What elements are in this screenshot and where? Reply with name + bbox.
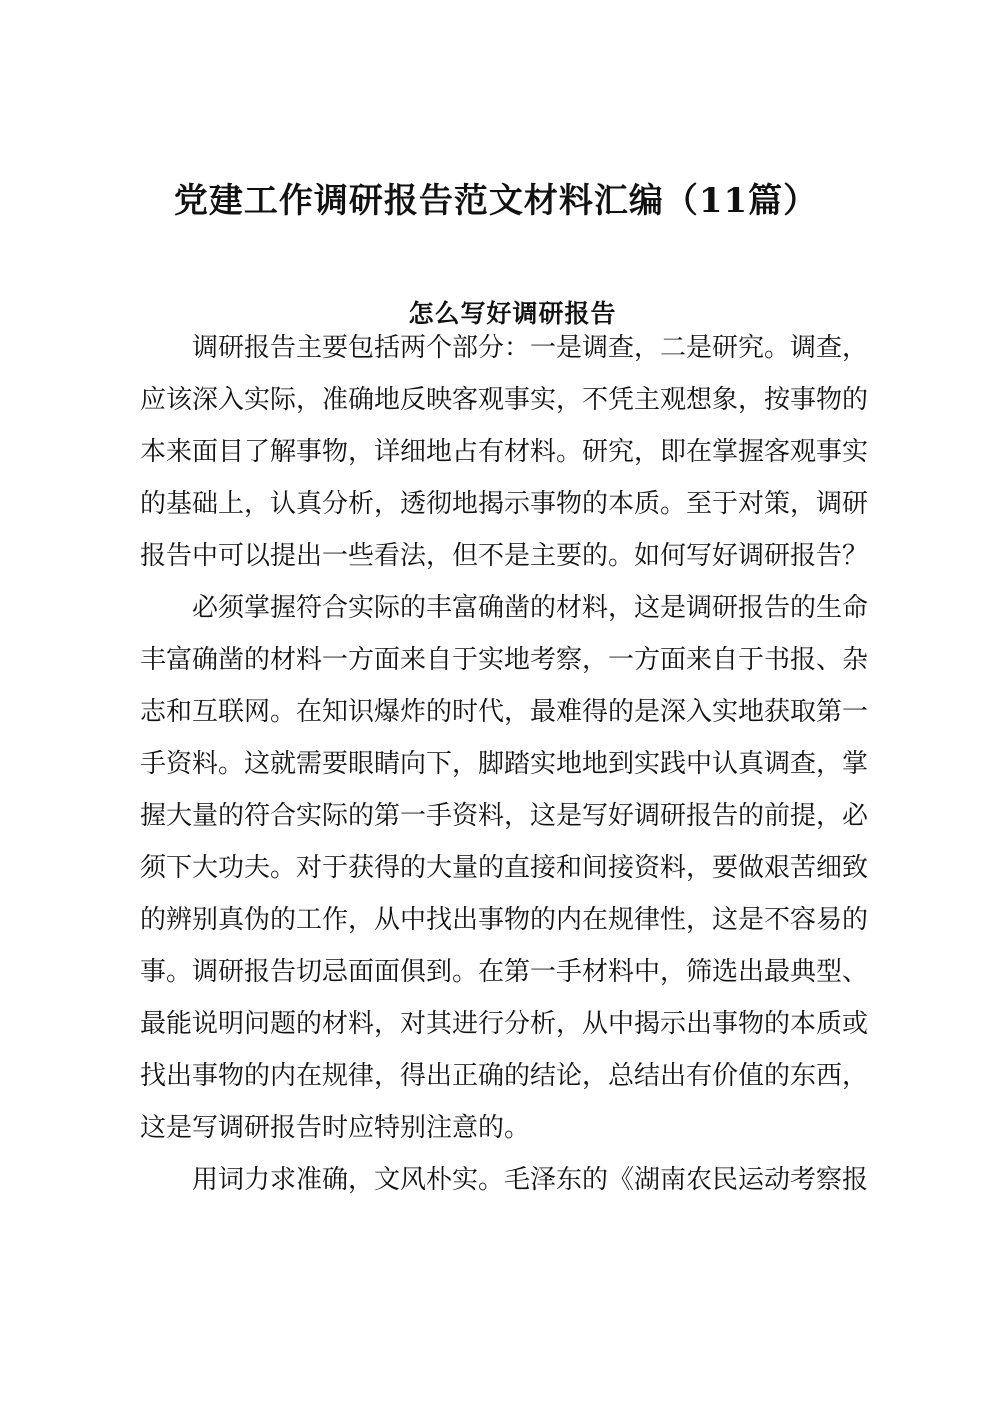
paragraph: 用词力求准确，文风朴实。毛泽东的《湖南农民运动考察报	[192, 1165, 869, 1195]
paragraph: 调研报告主要包括两个部分：一是调查，二是研究。调查， 应该深入实际，准确地反映客观事实，不凭主观想象，按事物的 本来面目了解事物，详细地占有材料。研究，即在掌握客观事实 的基础上，认真分析，透彻地揭示事物的本质。至于对策，调研 报告中可以提出一些看法，但不是主要的。如何写好调研报告？	[140, 333, 869, 571]
document-title: 党建工作调研报告范文材料汇编（11篇）	[173, 180, 819, 221]
section-heading: 怎么写好调研报告	[408, 298, 617, 328]
body-text	[140, 322, 886, 1206]
paragraph: 必须掌握符合实际的丰富确凿的材料，这是调研报告的生命 丰富确凿的材料一方面来自于实地考察，一方面来自于书报、杂 志和互联网。在知识爆炸的时代，最难得的是深入实地获取第一 手资料。这就需要眼睛向下，脚踏实地地到实践中认真调查，掌 握大量的符合实际的第一手资料，这是写好调研报告的前提，必 须下大功夫。对于获得的大量的直接和间接资料，要做艰苦细致 的辨别真伪的工作，从中找出事物的内在规律性，这是不容易的 事。调研报告切忌面面俱到。在第一手材料中，筛选出最典型、 最能说明问题的材料，对其进行分析，从中揭示出事物的本质或 找出事物的内在规律，得出正确的结论，总结出有价值的东西， 这是写调研报告时应特别注意的。	[140, 593, 869, 1143]
